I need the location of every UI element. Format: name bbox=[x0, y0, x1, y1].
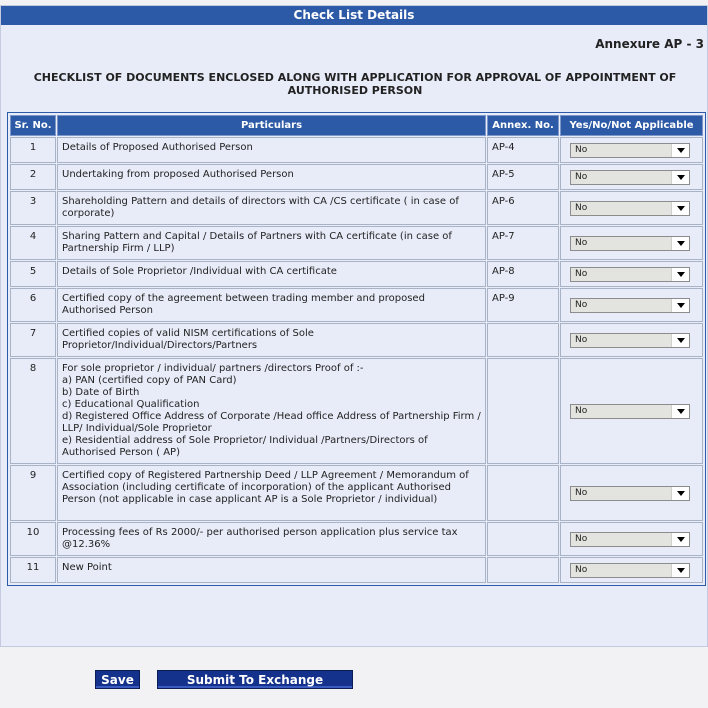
status-select-value: No bbox=[575, 237, 588, 248]
status-select[interactable] bbox=[570, 267, 690, 282]
annex-no-cell bbox=[487, 358, 559, 464]
status-select[interactable] bbox=[570, 201, 690, 216]
status-select-value: No bbox=[575, 405, 588, 416]
status-cell bbox=[560, 226, 703, 260]
particulars-cell: Sharing Pattern and Capital / Details of Partners with CA certificate (in case of Partnership Firm / LLP) bbox=[57, 226, 486, 260]
col-header-sr-no: Sr. No. bbox=[10, 115, 56, 136]
sr-no-cell: 2 bbox=[10, 164, 56, 190]
status-select-value: No bbox=[575, 564, 588, 575]
chevron-down-icon[interactable] bbox=[671, 487, 689, 500]
annex-no-cell: AP-9 bbox=[487, 288, 559, 322]
chevron-down-icon[interactable] bbox=[671, 533, 689, 546]
status-select-value: No bbox=[575, 487, 588, 498]
annex-no-cell: AP-4 bbox=[487, 137, 559, 163]
chevron-down-icon[interactable] bbox=[671, 299, 689, 312]
col-header-particulars: Particulars bbox=[57, 115, 486, 136]
sr-no-cell: 10 bbox=[10, 522, 56, 556]
table-row bbox=[10, 465, 703, 521]
chevron-down-icon[interactable] bbox=[671, 237, 689, 250]
chevron-down-icon[interactable] bbox=[671, 334, 689, 347]
table-row bbox=[10, 323, 703, 357]
sr-no-cell: 7 bbox=[10, 323, 56, 357]
table-row bbox=[10, 191, 703, 225]
status-select[interactable] bbox=[570, 333, 690, 348]
chevron-down-icon[interactable] bbox=[671, 202, 689, 215]
status-select[interactable] bbox=[570, 404, 690, 419]
chevron-down-icon[interactable] bbox=[671, 564, 689, 577]
sr-no-cell: 6 bbox=[10, 288, 56, 322]
annex-no-cell: AP-5 bbox=[487, 164, 559, 190]
particulars-cell: For sole proprietor / individual/ partners /directors Proof of :- a) PAN (certified copy of PAN Card) b) Date of Birth c) Educational Qualification d) Registered Office Address of Corporate /Head office Address of Partnership Firm / LLP/ Individual/Sole Proprietor e) Residential address of Sole Proprietor/ Individual /Partners/Directors of Authorised Person ( AP) bbox=[57, 358, 486, 464]
particulars-cell: Certified copies of valid NISM certifications of Sole Proprietor/Individual/Directors/Partners bbox=[57, 323, 486, 357]
table-row bbox=[10, 557, 703, 583]
status-cell bbox=[560, 358, 703, 464]
particulars-cell: New Point bbox=[57, 557, 486, 583]
particulars-cell: Shareholding Pattern and details of directors with CA /CS certificate ( in case of corporate) bbox=[57, 191, 486, 225]
save-button[interactable]: Save bbox=[95, 670, 140, 689]
status-cell bbox=[560, 191, 703, 225]
sr-no-cell: 9 bbox=[10, 465, 56, 521]
page-title: CHECKLIST OF DOCUMENTS ENCLOSED ALONG WITH APPLICATION FOR APPROVAL OF APPOINTMENT OF AUTHORISED PERSON bbox=[33, 71, 677, 97]
table-row bbox=[10, 261, 703, 287]
status-cell bbox=[560, 323, 703, 357]
particulars-cell: Certified copy of Registered Partnership Deed / LLP Agreement / Memorandum of Association (including certificate of incorporation) of the applicant Authorised Person (not applicable in case applicant AP is a Sole Proprietor / individual) bbox=[57, 465, 486, 521]
sr-no-cell: 4 bbox=[10, 226, 56, 260]
particulars-cell: Details of Sole Proprietor /Individual with CA certificate bbox=[57, 261, 486, 287]
col-header-annex-no: Annex. No. bbox=[487, 115, 559, 136]
status-select-value: No bbox=[575, 334, 588, 345]
chevron-down-icon[interactable] bbox=[671, 171, 689, 184]
status-cell bbox=[560, 137, 703, 163]
sr-no-cell: 1 bbox=[10, 137, 56, 163]
annexure-label: Annexure AP - 3 bbox=[595, 37, 704, 51]
sr-no-cell: 8 bbox=[10, 358, 56, 464]
sr-no-cell: 11 bbox=[10, 557, 56, 583]
checklist-panel bbox=[0, 5, 708, 647]
table-row bbox=[10, 288, 703, 322]
status-cell bbox=[560, 164, 703, 190]
status-select-value: No bbox=[575, 533, 588, 544]
particulars-cell: Details of Proposed Authorised Person bbox=[57, 137, 486, 163]
sr-no-cell: 3 bbox=[10, 191, 56, 225]
table-row bbox=[10, 522, 703, 556]
annex-no-cell: AP-7 bbox=[487, 226, 559, 260]
chevron-down-icon[interactable] bbox=[671, 268, 689, 281]
checklist-table-container bbox=[7, 112, 706, 586]
panel-title: Check List Details bbox=[1, 6, 707, 25]
status-select[interactable] bbox=[570, 486, 690, 501]
particulars-cell: Undertaking from proposed Authorised Person bbox=[57, 164, 486, 190]
submit-to-exchange-button[interactable]: Submit To Exchange bbox=[157, 670, 353, 689]
chevron-down-icon[interactable] bbox=[671, 144, 689, 157]
status-select[interactable] bbox=[570, 236, 690, 251]
status-select[interactable] bbox=[570, 170, 690, 185]
status-select[interactable] bbox=[570, 563, 690, 578]
status-select-value: No bbox=[575, 171, 588, 182]
status-select[interactable] bbox=[570, 298, 690, 313]
status-cell bbox=[560, 288, 703, 322]
col-header-status: Yes/No/Not Applicable bbox=[560, 115, 703, 136]
particulars-cell: Processing fees of Rs 2000/- per authorised person application plus service tax @12.36% bbox=[57, 522, 486, 556]
status-select-value: No bbox=[575, 202, 588, 213]
chevron-down-icon[interactable] bbox=[671, 405, 689, 418]
annex-no-cell bbox=[487, 557, 559, 583]
status-cell bbox=[560, 261, 703, 287]
table-row bbox=[10, 226, 703, 260]
table-row bbox=[10, 358, 703, 464]
annex-no-cell bbox=[487, 465, 559, 521]
annex-no-cell: AP-6 bbox=[487, 191, 559, 225]
status-select-value: No bbox=[575, 299, 588, 310]
annex-no-cell: AP-8 bbox=[487, 261, 559, 287]
status-select-value: No bbox=[575, 268, 588, 279]
status-select[interactable] bbox=[570, 532, 690, 547]
checklist-table bbox=[9, 114, 704, 584]
table-header-row bbox=[10, 115, 703, 136]
status-select[interactable] bbox=[570, 143, 690, 158]
status-cell bbox=[560, 557, 703, 583]
sr-no-cell: 5 bbox=[10, 261, 56, 287]
table-row bbox=[10, 164, 703, 190]
status-cell bbox=[560, 465, 703, 521]
particulars-cell: Certified copy of the agreement between trading member and proposed Authorised Person bbox=[57, 288, 486, 322]
table-row bbox=[10, 137, 703, 163]
annex-no-cell bbox=[487, 522, 559, 556]
annex-no-cell bbox=[487, 323, 559, 357]
status-cell bbox=[560, 522, 703, 556]
status-select-value: No bbox=[575, 144, 588, 155]
